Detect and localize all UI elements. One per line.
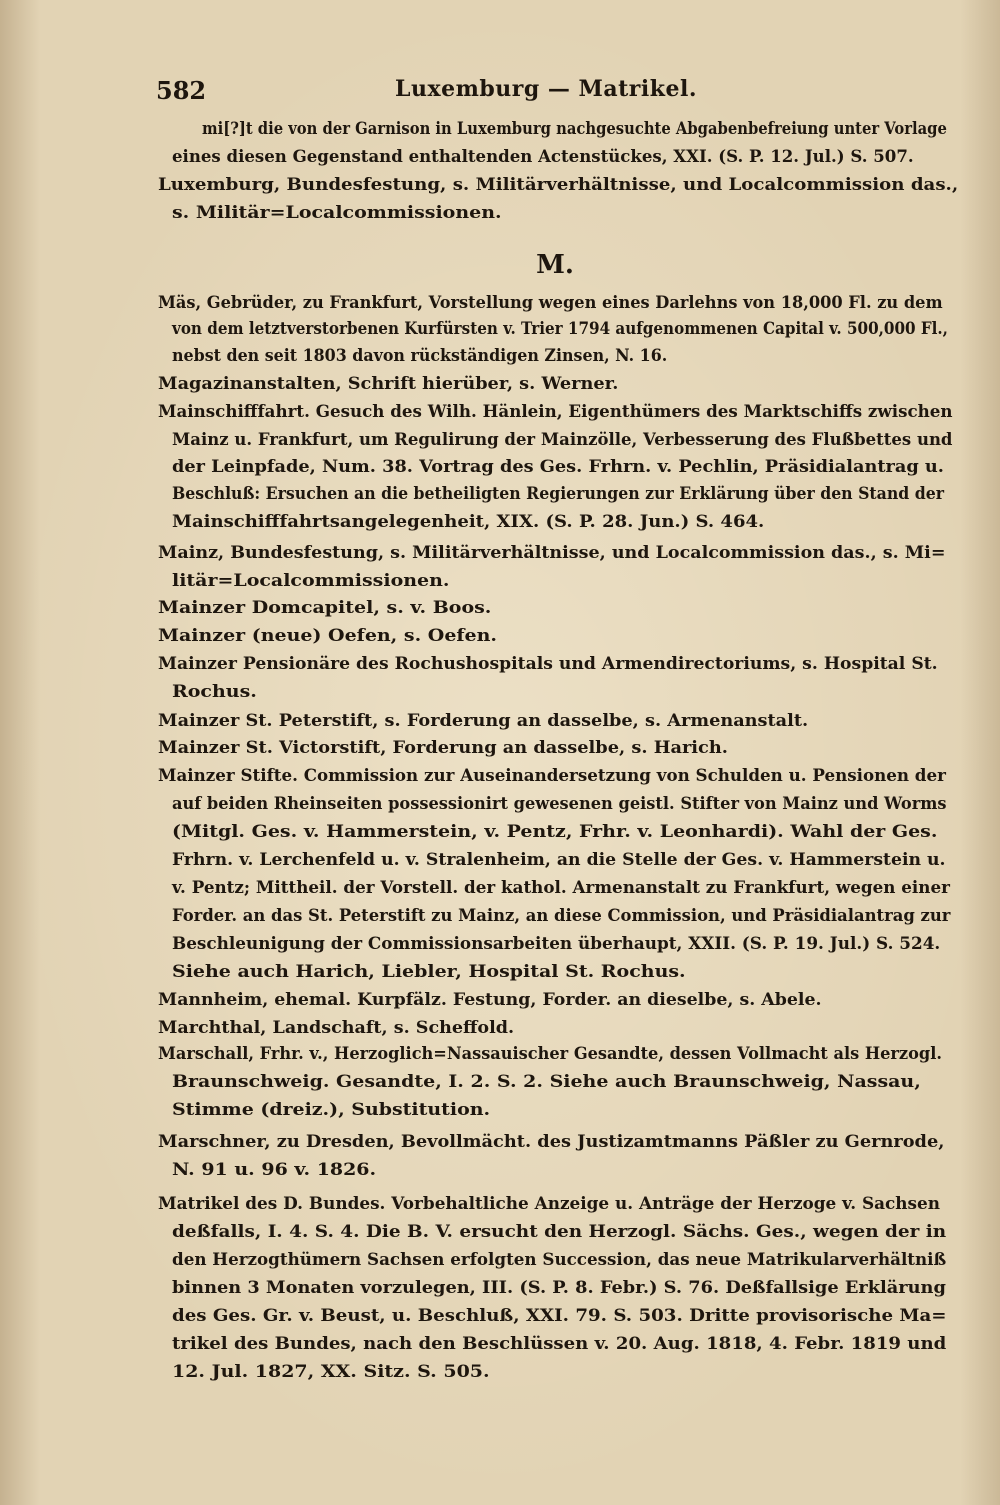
index-line: nebst den seit 1803 davon rückständigen Zinsen, N. 16. (172, 346, 668, 365)
index-line: Rochus. (172, 682, 257, 701)
page-number: 582 (156, 76, 207, 105)
index-line: Luxemburg, Bundesfestung, s. Militärverhältnisse, und Localcommission das., (158, 175, 959, 194)
index-line: v. Pentz; Mittheil. der Vorstell. der kathol. Armenanstalt zu Frankfurt, wegen einer (172, 878, 950, 897)
index-line: Magazinanstalten, Schrift hierüber, s. Werner. (158, 374, 619, 393)
index-line: von dem letztverstorbenen Kurfürsten v. Trier 1794 aufgenommenen Capital v. 500,000 Fl., (172, 319, 948, 338)
index-line: des Ges. Gr. v. Beust, u. Beschluß, XXI. 79. S. 503. Dritte provisorische Ma= (172, 1306, 947, 1325)
index-line: Mainzer (neue) Oefen, s. Oefen. (158, 626, 498, 645)
index-line: Mainzer Stifte. Commission zur Auseinandersetzung von Schulden u. Pensionen der (158, 766, 946, 785)
index-line: Mainschifffahrt. Gesuch des Wilh. Hänlein, Eigenthümers des Marktschiffs zwischen (158, 402, 953, 421)
index-line: Marschall, Frhr. v., Herzoglich=Nassauischer Gesandte, dessen Vollmacht als Herzogl. (158, 1044, 942, 1063)
index-line: mi[?]t die von der Garnison in Luxemburg nachgesuchte Abgabenbefreiung unter Vorlage (202, 119, 947, 138)
index-line: Mainschifffahrtsangelegenheit, XIX. (S. P. 28. Jun.) S. 464. (172, 512, 765, 531)
index-line: N. 91 u. 96 v. 1826. (172, 1160, 377, 1179)
index-line: Stimme (dreiz.), Substitution. (172, 1100, 491, 1119)
index-line: Braunschweig. Gesandte, I. 2. S. 2. Siehe auch Braunschweig, Nassau, (172, 1072, 921, 1091)
index-line: Mäs, Gebrüder, zu Frankfurt, Vorstellung wegen eines Darlehns von 18,000 Fl. zu dem (158, 293, 943, 312)
index-line: der Leinpfade, Num. 38. Vortrag des Ges. Frhrn. v. Pechlin, Präsidialantrag u. (172, 457, 944, 476)
index-line: Siehe auch Harich, Liebler, Hospital St. Rochus. (172, 962, 686, 981)
index-line: Matrikel des D. Bundes. Vorbehaltliche Anzeige u. Anträge der Herzoge v. Sachsen (158, 1194, 940, 1213)
index-line: Marchthal, Landschaft, s. Scheffold. (158, 1018, 515, 1037)
index-line: den Herzogthümern Sachsen erfolgten Succession, das neue Matrikularverhältniß (172, 1250, 947, 1269)
index-line: 12. Jul. 1827, XX. Sitz. S. 505. (172, 1362, 490, 1381)
index-line: Beschluß: Ersuchen an die betheiligten Regierungen zur Erklärung über den Stand der (172, 484, 944, 503)
index-line: auf beiden Rheinseiten possessionirt gewesenen geistl. Stifter von Mainz und Worms (172, 794, 947, 813)
index-line: Mainzer Domcapitel, s. v. Boos. (158, 598, 492, 617)
index-line: Mainz, Bundesfestung, s. Militärverhältnisse, und Localcommission das., s. Mi= (158, 543, 946, 562)
running-title: Luxemburg — Matrikel. (395, 76, 697, 102)
index-line: (Mitgl. Ges. v. Hammerstein, v. Pentz, Frhr. v. Leonhardi). Wahl der Ges. (172, 822, 938, 841)
index-line: Frhrn. v. Lerchenfeld u. v. Stralenheim, an die Stelle der Ges. v. Hammerstein u. (172, 850, 946, 869)
index-line: trikel des Bundes, nach den Beschlüssen v. 20. Aug. 1818, 4. Febr. 1819 und (172, 1334, 947, 1353)
index-line: litär=Localcommissionen. (172, 571, 450, 590)
index-line: Mannheim, ehemal. Kurpfälz. Festung, Forder. an dieselbe, s. Abele. (158, 990, 822, 1009)
index-line: deßfalls, I. 4. S. 4. Die B. V. ersucht den Herzogl. Sächs. Ges., wegen der in (172, 1222, 947, 1241)
index-line: Marschner, zu Dresden, Bevollmächt. des Justizamtmanns Päßler zu Gernrode, (158, 1132, 945, 1151)
index-line: s. Militär=Localcommissionen. (172, 203, 502, 222)
index-line: Mainzer Pensionäre des Rochushospitals und Armendirectoriums, s. Hospital St. (158, 654, 938, 673)
index-line: Mainzer St. Victorstift, Forderung an dasselbe, s. Harich. (158, 738, 728, 757)
section-letter: M. (536, 250, 574, 280)
index-line: binnen 3 Monaten vorzulegen, III. (S. P. 8. Febr.) S. 76. Deßfallsige Erklärung (172, 1278, 946, 1297)
index-line: eines diesen Gegenstand enthaltenden Actenstückes, XXI. (S. P. 12. Jul.) S. 507. (172, 147, 914, 166)
index-line: Beschleunigung der Commissionsarbeiten überhaupt, XXII. (S. P. 19. Jul.) S. 524. (172, 934, 941, 953)
index-line: Forder. an das St. Peterstift zu Mainz, an diese Commission, und Präsidialantrag zur (172, 906, 951, 925)
page-header (156, 76, 936, 116)
index-line: Mainz u. Frankfurt, um Regulirung der Mainzölle, Verbesserung des Flußbettes und (172, 430, 953, 449)
index-line: Mainzer St. Peterstift, s. Forderung an dasselbe, s. Armenanstalt. (158, 711, 809, 730)
